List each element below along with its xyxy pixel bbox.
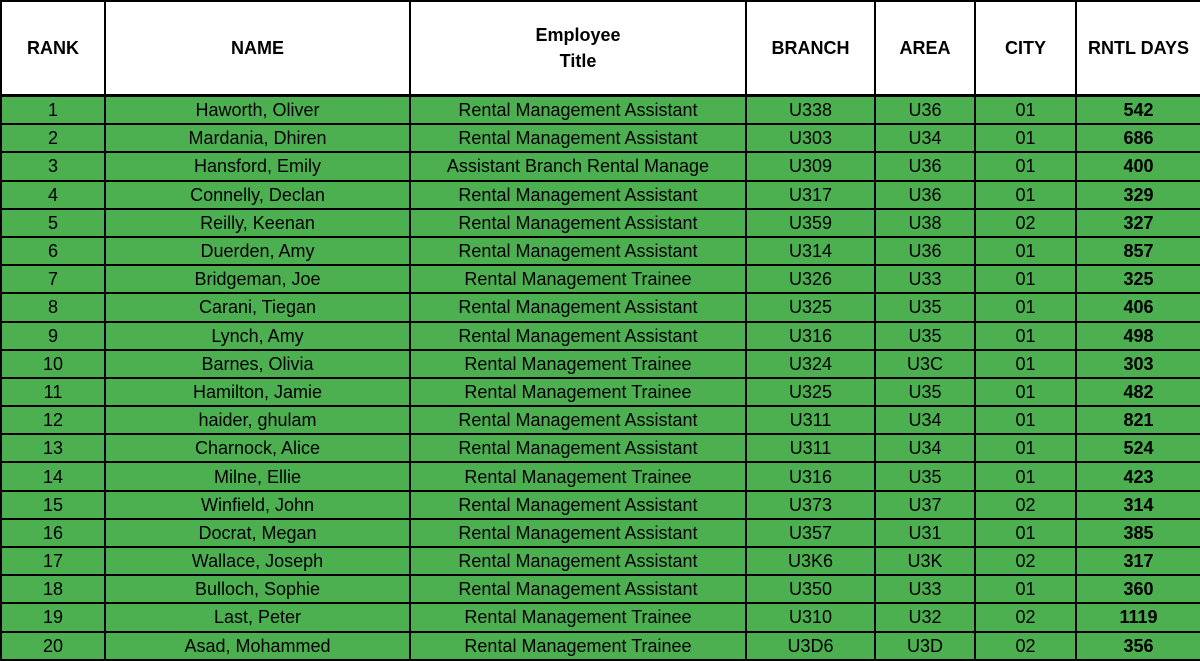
cell-title: Rental Management Assistant	[410, 181, 746, 209]
cell-area: U36	[875, 181, 975, 209]
cell-area: U3C	[875, 350, 975, 378]
cell-title: Rental Management Trainee	[410, 632, 746, 660]
cell-area: U35	[875, 378, 975, 406]
cell-rank: 15	[1, 491, 105, 519]
cell-city: 01	[975, 434, 1076, 462]
cell-name: Bridgeman, Joe	[105, 265, 410, 293]
header-city: CITY	[975, 1, 1076, 96]
cell-city: 01	[975, 265, 1076, 293]
table-row	[1, 124, 1200, 152]
cell-name: Wallace, Joseph	[105, 547, 410, 575]
cell-rental-days: 482	[1076, 378, 1200, 406]
cell-name: Docrat, Megan	[105, 519, 410, 547]
header-employee-title	[410, 1, 746, 96]
cell-name: Winfield, John	[105, 491, 410, 519]
cell-title: Rental Management Trainee	[410, 462, 746, 490]
table-row	[1, 181, 1200, 209]
cell-title: Rental Management Assistant	[410, 491, 746, 519]
cell-rank: 11	[1, 378, 105, 406]
cell-name: Charnock, Alice	[105, 434, 410, 462]
cell-branch: U311	[746, 406, 875, 434]
cell-rank: 8	[1, 293, 105, 321]
cell-name: haider, ghulam	[105, 406, 410, 434]
cell-branch: U317	[746, 181, 875, 209]
cell-area: U36	[875, 96, 975, 125]
cell-rental-days: 857	[1076, 237, 1200, 265]
cell-city: 02	[975, 209, 1076, 237]
cell-rental-days: 498	[1076, 322, 1200, 350]
cell-rental-days: 327	[1076, 209, 1200, 237]
cell-rank: 13	[1, 434, 105, 462]
cell-rental-days: 317	[1076, 547, 1200, 575]
cell-rank: 6	[1, 237, 105, 265]
cell-area: U37	[875, 491, 975, 519]
cell-rental-days: 406	[1076, 293, 1200, 321]
cell-title: Rental Management Trainee	[410, 603, 746, 631]
cell-area: U34	[875, 434, 975, 462]
cell-branch: U350	[746, 575, 875, 603]
cell-rental-days: 303	[1076, 350, 1200, 378]
cell-city: 01	[975, 462, 1076, 490]
cell-branch: U338	[746, 96, 875, 125]
table-header	[1, 1, 1200, 96]
cell-city: 01	[975, 124, 1076, 152]
cell-area: U34	[875, 406, 975, 434]
cell-area: U3D	[875, 632, 975, 660]
cell-name: Hamilton, Jamie	[105, 378, 410, 406]
cell-rank: 12	[1, 406, 105, 434]
cell-title: Rental Management Assistant	[410, 547, 746, 575]
cell-rank: 4	[1, 181, 105, 209]
cell-title: Rental Management Assistant	[410, 237, 746, 265]
cell-name: Hansford, Emily	[105, 152, 410, 180]
cell-city: 01	[975, 350, 1076, 378]
header-area: AREA	[875, 1, 975, 96]
cell-branch: U309	[746, 152, 875, 180]
cell-area: U33	[875, 575, 975, 603]
cell-title: Rental Management Assistant	[410, 406, 746, 434]
cell-name: Lynch, Amy	[105, 322, 410, 350]
cell-rank: 2	[1, 124, 105, 152]
cell-title: Rental Management Assistant	[410, 322, 746, 350]
header-branch: BRANCH	[746, 1, 875, 96]
cell-rank: 19	[1, 603, 105, 631]
cell-rank: 5	[1, 209, 105, 237]
header-rental-days: RNTL DAYS	[1076, 1, 1200, 96]
cell-area: U3K	[875, 547, 975, 575]
table-body	[1, 96, 1200, 660]
cell-rental-days: 360	[1076, 575, 1200, 603]
cell-branch: U314	[746, 237, 875, 265]
cell-rank: 1	[1, 96, 105, 125]
cell-title: Rental Management Assistant	[410, 96, 746, 125]
table-row	[1, 547, 1200, 575]
cell-name: Bulloch, Sophie	[105, 575, 410, 603]
cell-name: Duerden, Amy	[105, 237, 410, 265]
cell-city: 01	[975, 519, 1076, 547]
cell-branch: U310	[746, 603, 875, 631]
cell-area: U38	[875, 209, 975, 237]
cell-name: Reilly, Keenan	[105, 209, 410, 237]
cell-title: Rental Management Assistant	[410, 519, 746, 547]
cell-city: 01	[975, 293, 1076, 321]
cell-rank: 10	[1, 350, 105, 378]
cell-title: Rental Management Trainee	[410, 378, 746, 406]
cell-branch: U311	[746, 434, 875, 462]
cell-title: Rental Management Assistant	[410, 209, 746, 237]
cell-rank: 20	[1, 632, 105, 660]
cell-branch: U325	[746, 293, 875, 321]
cell-rental-days: 400	[1076, 152, 1200, 180]
header-rank: RANK	[1, 1, 105, 96]
cell-title: Rental Management Assistant	[410, 575, 746, 603]
table-row	[1, 237, 1200, 265]
cell-title: Assistant Branch Rental Manage	[410, 152, 746, 180]
cell-rank: 16	[1, 519, 105, 547]
cell-name: Barnes, Olivia	[105, 350, 410, 378]
cell-branch: U373	[746, 491, 875, 519]
cell-area: U34	[875, 124, 975, 152]
cell-name: Last, Peter	[105, 603, 410, 631]
table-row	[1, 378, 1200, 406]
cell-rental-days: 524	[1076, 434, 1200, 462]
table-row	[1, 96, 1200, 125]
table-row	[1, 322, 1200, 350]
cell-rental-days: 423	[1076, 462, 1200, 490]
table-row	[1, 350, 1200, 378]
cell-rank: 17	[1, 547, 105, 575]
table-row	[1, 491, 1200, 519]
cell-city: 01	[975, 575, 1076, 603]
cell-area: U35	[875, 322, 975, 350]
cell-rental-days: 686	[1076, 124, 1200, 152]
table-row	[1, 434, 1200, 462]
cell-area: U33	[875, 265, 975, 293]
cell-city: 01	[975, 181, 1076, 209]
header-name: NAME	[105, 1, 410, 96]
cell-rank: 3	[1, 152, 105, 180]
cell-rental-days: 542	[1076, 96, 1200, 125]
table-row	[1, 603, 1200, 631]
cell-rental-days: 329	[1076, 181, 1200, 209]
table-row	[1, 632, 1200, 660]
cell-area: U36	[875, 237, 975, 265]
table-row	[1, 575, 1200, 603]
cell-rental-days: 314	[1076, 491, 1200, 519]
cell-rank: 14	[1, 462, 105, 490]
cell-name: Mardania, Dhiren	[105, 124, 410, 152]
cell-branch: U324	[746, 350, 875, 378]
cell-branch: U316	[746, 462, 875, 490]
cell-name: Haworth, Oliver	[105, 96, 410, 125]
cell-name: Asad, Mohammed	[105, 632, 410, 660]
cell-branch: U325	[746, 378, 875, 406]
cell-city: 02	[975, 491, 1076, 519]
cell-area: U31	[875, 519, 975, 547]
table-row	[1, 293, 1200, 321]
header-title-line2: Title	[559, 51, 597, 71]
table-row	[1, 265, 1200, 293]
cell-city: 01	[975, 406, 1076, 434]
cell-rank: 7	[1, 265, 105, 293]
cell-branch: U359	[746, 209, 875, 237]
cell-city: 01	[975, 237, 1076, 265]
cell-branch: U316	[746, 322, 875, 350]
cell-rental-days: 385	[1076, 519, 1200, 547]
cell-city: 02	[975, 632, 1076, 660]
table-row	[1, 462, 1200, 490]
cell-name: Connelly, Declan	[105, 181, 410, 209]
header-row	[1, 1, 1200, 96]
cell-area: U32	[875, 603, 975, 631]
table-row	[1, 152, 1200, 180]
cell-rental-days: 325	[1076, 265, 1200, 293]
cell-title: Rental Management Trainee	[410, 265, 746, 293]
cell-city: 01	[975, 96, 1076, 125]
cell-title: Rental Management Assistant	[410, 434, 746, 462]
cell-rank: 9	[1, 322, 105, 350]
cell-rental-days: 821	[1076, 406, 1200, 434]
cell-title: Rental Management Trainee	[410, 350, 746, 378]
table-row	[1, 519, 1200, 547]
cell-city: 02	[975, 603, 1076, 631]
cell-title: Rental Management Assistant	[410, 293, 746, 321]
table-row	[1, 406, 1200, 434]
cell-name: Carani, Tiegan	[105, 293, 410, 321]
cell-branch: U3D6	[746, 632, 875, 660]
cell-city: 01	[975, 378, 1076, 406]
header-title-line1: Employee	[535, 25, 621, 45]
cell-branch: U303	[746, 124, 875, 152]
cell-branch: U3K6	[746, 547, 875, 575]
cell-rank: 18	[1, 575, 105, 603]
cell-area: U35	[875, 462, 975, 490]
cell-name: Milne, Ellie	[105, 462, 410, 490]
cell-rental-days: 1119	[1076, 603, 1200, 631]
cell-rental-days: 356	[1076, 632, 1200, 660]
cell-area: U35	[875, 293, 975, 321]
cell-city: 01	[975, 322, 1076, 350]
cell-city: 02	[975, 547, 1076, 575]
cell-branch: U326	[746, 265, 875, 293]
table-row	[1, 209, 1200, 237]
cell-area: U36	[875, 152, 975, 180]
cell-branch: U357	[746, 519, 875, 547]
cell-city: 01	[975, 152, 1076, 180]
cell-title: Rental Management Assistant	[410, 124, 746, 152]
